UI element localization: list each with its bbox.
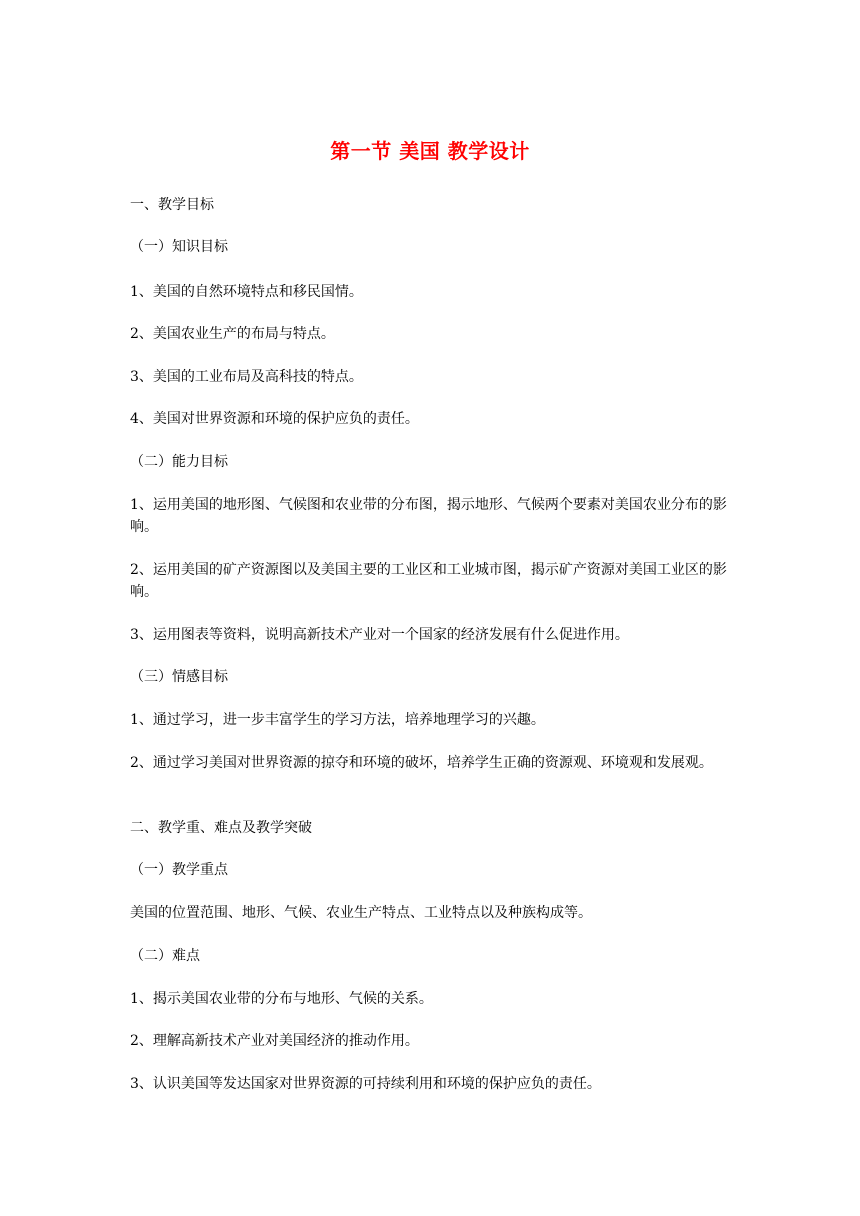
paragraph: 1、通过学习，进一步丰富学生的学习方法，培养地理学习的兴趣。 [130, 712, 545, 728]
paragraph: 1、美国的自然环境特点和移民国情。 [130, 284, 363, 300]
section-heading-teaching-goals: 一、教学目标 [130, 197, 214, 213]
paragraph: 4、美国对世界资源和环境的保护应负的责任。 [130, 411, 419, 427]
paragraph: 3、认识美国等发达国家对世界资源的可持续利用和环境的保护应负的责任。 [130, 1076, 601, 1092]
document-title: 第一节 美国 教学设计 [330, 139, 530, 163]
section-heading-key-points: 二、教学重、难点及教学突破 [130, 820, 312, 836]
subheading-knowledge-goals: （一）知识目标 [130, 239, 228, 255]
subheading-ability-goals: （二）能力目标 [130, 454, 228, 470]
paragraph: 2、美国农业生产的布局与特点。 [130, 326, 335, 342]
paragraph: 美国的位置范围、地形、气候、农业生产特点、工业特点以及种族构成等。 [130, 905, 592, 921]
paragraph: 3、美国的工业布局及高科技的特点。 [130, 369, 363, 385]
paragraph: 1、揭示美国农业带的分布与地形、气候的关系。 [130, 991, 433, 1007]
paragraph: 2、运用美国的矿产资源图以及美国主要的工业区和工业城市图，揭示矿产资源对美国工业区的影响。 [130, 562, 727, 600]
paragraph: 1、运用美国的地形图、气候图和农业带的分布图，揭示地形、气候两个要素对美国农业分布的影响。 [130, 497, 727, 535]
subheading-emotion-goals: （三）情感目标 [130, 669, 228, 685]
paragraph: 2、通过学习美国对世界资源的掠夺和环境的破坏，培养学生正确的资源观、环境观和发展观。 [130, 755, 713, 771]
paragraph: 3、运用图表等资料，说明高新技术产业对一个国家的经济发展有什么促进作用。 [130, 627, 629, 643]
subheading-difficulties: （二）难点 [130, 948, 200, 964]
subheading-teaching-focus: （一）教学重点 [130, 862, 228, 878]
paragraph: 2、理解高新技术产业对美国经济的推动作用。 [130, 1033, 419, 1049]
